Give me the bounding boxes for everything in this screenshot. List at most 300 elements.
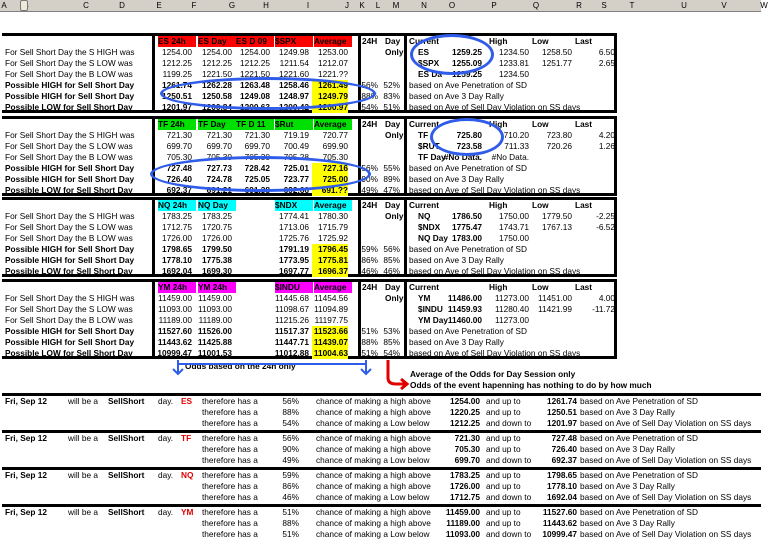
- row-label: For Sell Short Day the S LOW was: [5, 222, 133, 232]
- block-left-border: [152, 197, 155, 277]
- quote-cell: 1255.09: [452, 58, 482, 68]
- header-24h: 24H: [362, 119, 378, 129]
- pct-day: 89%: [383, 174, 400, 184]
- header-day: Day: [385, 119, 401, 129]
- value-cell: 11447.71: [274, 337, 309, 347]
- pct-day: 54%: [383, 348, 400, 358]
- value-cell: 11093.00: [198, 304, 232, 314]
- value-cell: 1201.97: [162, 102, 192, 112]
- row-label: For Sell Short Day the B LOW was: [5, 233, 133, 243]
- value-cell: 1250.58: [202, 91, 232, 101]
- row-label: Possible LOW for Sell Short Day: [5, 185, 133, 195]
- summary-therefore: therefore has a: [202, 455, 258, 465]
- value-cell: 705.30: [166, 152, 192, 162]
- pct-day: 46%: [383, 266, 400, 276]
- value-cell: 11445.68: [275, 293, 309, 303]
- pct-24h: 86%: [361, 255, 378, 265]
- value-cell: 11197.75: [314, 315, 348, 325]
- pct-24h: 88%: [361, 337, 378, 347]
- quote-label: $SPX: [418, 58, 440, 68]
- value-cell: 10999.47: [157, 348, 192, 358]
- quote-cell: 1767.13: [542, 222, 572, 232]
- summary-to: 1261.74: [547, 396, 577, 406]
- column-header-q[interactable]: Q: [532, 1, 540, 10]
- summary-based: based on Ave of Sell Day Violation on SS days: [580, 455, 752, 465]
- quote-cell: 720.26: [546, 141, 572, 151]
- block-right-border: [614, 197, 617, 277]
- value-cell: 11098.67: [275, 304, 309, 314]
- summary-willbe: will be a: [68, 507, 98, 517]
- value-cell: 1780.30: [318, 211, 348, 221]
- value-cell: 699.70: [244, 141, 270, 151]
- value-cell: 728.42: [244, 163, 270, 173]
- based-text: based on Ave 3 Day Rally: [409, 174, 504, 184]
- value-cell: 723.77: [283, 174, 309, 184]
- save-button[interactable]: [20, 0, 28, 11]
- summary-from: 1254.00: [450, 396, 480, 406]
- summary-upto: and down to: [486, 455, 532, 465]
- block-left-border: [152, 116, 155, 196]
- value-cell: 705.30: [322, 152, 348, 162]
- value-cell: 1783.25: [162, 211, 192, 221]
- based-text: based on Ave 3 Day Rally: [409, 337, 504, 347]
- column-header-n[interactable]: N: [421, 1, 427, 10]
- value-cell: 11189.00: [198, 315, 232, 325]
- quote-cell: 1779.50: [542, 211, 572, 221]
- summary-pct: 54%: [282, 418, 299, 428]
- block-header-1: YM 24h: [198, 282, 236, 293]
- header-day: Day: [385, 200, 401, 210]
- quote-cell: 1251.77: [542, 58, 572, 68]
- row-label: Possible HIGH for Sell Short Day: [5, 80, 135, 90]
- value-cell: 1200.63: [240, 102, 270, 112]
- summary-based: based on Ave 3 Day Rally: [580, 518, 675, 528]
- summary-pct: 46%: [282, 492, 299, 502]
- value-cell: 727.48: [166, 163, 192, 173]
- block-quote-border: [404, 197, 407, 277]
- summary-upto: and down to: [486, 529, 532, 539]
- summary-from: 1212.25: [450, 418, 480, 428]
- quote-header-0: Current: [409, 200, 439, 210]
- summary-therefore: therefore has a: [202, 418, 258, 428]
- summary-upto: and up to: [486, 507, 521, 517]
- pct-day: 85%: [383, 255, 400, 265]
- value-cell: 1258.46: [279, 80, 309, 90]
- value-cell: 1692.04: [162, 266, 192, 276]
- quote-cell: 1.26: [598, 141, 615, 151]
- summary-therefore: therefore has a: [202, 433, 258, 443]
- pct-24h: 56%: [361, 163, 378, 173]
- column-header-i[interactable]: I: [306, 1, 310, 10]
- quote-cell: 1775.47: [452, 222, 482, 232]
- summary-to: 727.48: [551, 433, 577, 443]
- column-header-c[interactable]: C: [83, 1, 89, 10]
- quote-cell: 2.65: [598, 58, 615, 68]
- row-label: For Sell Short Day the S LOW was: [5, 58, 133, 68]
- based-text: based on Ave Penetration of SD: [409, 326, 527, 336]
- quote-header-2: Low: [532, 119, 549, 129]
- value-cell: 11454.56: [314, 293, 348, 303]
- based-text: based on Ave of Sell Day Violation on SS days: [409, 348, 581, 358]
- block-header-3: $INDU: [275, 282, 313, 293]
- pct-day: 83%: [383, 91, 400, 101]
- header-only: Only: [385, 130, 404, 140]
- column-header-k[interactable]: K: [359, 1, 365, 10]
- quote-cell: -2.25: [596, 211, 615, 221]
- block-header-1: NQ Day: [198, 200, 236, 211]
- summary-to: 1798.65: [547, 470, 577, 480]
- summary-upto: and up to: [486, 470, 521, 480]
- column-header-p[interactable]: P: [491, 1, 497, 10]
- quote-header-0: Current: [409, 119, 439, 129]
- pct-24h: 49%: [361, 185, 378, 195]
- summary-based: based on Ave Penetration of SD: [580, 396, 698, 406]
- header-only: Only: [385, 293, 404, 303]
- row-label: Possible HIGH for Sell Short Day: [5, 91, 135, 101]
- value-cell: 725.00: [312, 174, 348, 185]
- value-cell: 1200.42: [279, 102, 309, 112]
- summary-willbe: will be a: [68, 470, 98, 480]
- summary-sellshort: SellShort: [108, 507, 145, 517]
- value-cell: 691.21: [206, 185, 232, 195]
- quote-header-3: Last: [575, 282, 593, 292]
- summary-therefore: therefore has a: [202, 529, 258, 539]
- value-cell: 11523.66: [313, 326, 348, 336]
- column-header-f[interactable]: F: [191, 1, 197, 10]
- event-note: Odds of the event hapenning has nothing to do by how much: [410, 380, 652, 390]
- summary-willbe: will be a: [68, 433, 98, 443]
- annotation-ellipse-0: [160, 77, 376, 110]
- summary-date: Fri, Sep 12: [5, 507, 47, 517]
- quote-cell: 1258.50: [542, 47, 572, 57]
- quote-cell: 723.80: [546, 130, 572, 140]
- pct-day: 51%: [383, 102, 400, 112]
- summary-therefore: therefore has a: [202, 407, 258, 417]
- value-cell: 11527.60: [157, 326, 192, 336]
- summary-upto: and up to: [486, 518, 521, 528]
- value-cell: 1775.81: [312, 255, 348, 266]
- value-cell: 1262.28: [202, 80, 232, 90]
- row-label: For Sell Short Day the B LOW was: [5, 152, 133, 162]
- block-header-4: Average: [314, 200, 352, 211]
- summary-day: day.: [158, 470, 174, 480]
- quote-label: $NDX: [418, 222, 441, 232]
- summary-from: 1712.75: [450, 492, 480, 502]
- summary-upto: and up to: [486, 396, 521, 406]
- red-arrow-icon: [382, 358, 412, 388]
- value-cell: 1200.84: [202, 102, 232, 112]
- summary-date: Fri, Sep 12: [5, 470, 47, 480]
- summary-based: based on Ave of Sell Day Violation on SS days: [580, 492, 752, 502]
- quote-label: YM Day: [418, 315, 448, 325]
- block-quote-border: [404, 116, 407, 196]
- quote-header-3: Last: [575, 36, 593, 46]
- pct-day: 53%: [383, 326, 400, 336]
- value-cell: 1798.65: [162, 244, 192, 254]
- summary-upto: and down to: [486, 418, 532, 428]
- quote-cell: 11273.00: [495, 293, 529, 303]
- avg-note: Average of the Odds for Day Session only: [410, 369, 576, 379]
- summary-therefore: therefore has a: [202, 507, 258, 517]
- quote-cell: 1783.00: [452, 233, 482, 243]
- value-cell: 1796.45: [312, 244, 348, 255]
- annotation-ellipse-3: [430, 118, 504, 156]
- value-cell: 11443.62: [157, 337, 192, 347]
- value-cell: 1699.30: [202, 266, 232, 276]
- value-cell: 1254.00: [162, 47, 192, 57]
- summary-from: 11459.00: [445, 507, 480, 517]
- quote-cell: -6.52: [596, 222, 615, 232]
- quote-cell: 1234.50: [499, 47, 529, 57]
- quote-cell: 1259.25: [452, 47, 482, 57]
- quote-cell: 725.80: [456, 130, 482, 140]
- quote-cell: 11280.40: [495, 304, 529, 314]
- pct-24h: 51%: [361, 326, 378, 336]
- value-cell: 11526.00: [197, 326, 232, 336]
- pct-day: 47%: [383, 185, 400, 195]
- quote-label: $RUT: [418, 141, 440, 151]
- quote-label: YM: [418, 293, 431, 303]
- quote-label: ES: [418, 47, 430, 57]
- summary-based: based on Ave 3 Day Rally: [580, 407, 675, 417]
- value-cell: 1773.95: [279, 255, 309, 265]
- column-header-h[interactable]: H: [263, 1, 269, 10]
- value-cell: 1783.25: [202, 211, 232, 221]
- summary-to: 1201.97: [547, 418, 577, 428]
- value-cell: 1254.00: [240, 47, 270, 57]
- header-24h: 24H: [362, 36, 378, 46]
- annotation-ellipse-1: [150, 156, 371, 192]
- column-header-t[interactable]: T: [629, 1, 635, 10]
- block-left-border: [152, 33, 155, 113]
- quote-header-2: Low: [532, 36, 549, 46]
- pct-24h: 51%: [361, 348, 378, 358]
- header-only: Only: [385, 47, 404, 57]
- value-cell: 1720.75: [202, 222, 232, 232]
- value-cell: 1211.54: [279, 58, 309, 68]
- quote-cell: 6.50: [598, 47, 615, 57]
- header-24h: 24H: [362, 282, 378, 292]
- block-header-3: $SPX: [275, 36, 313, 47]
- value-cell: 721.30: [244, 130, 270, 140]
- column-header-d[interactable]: D: [119, 1, 125, 10]
- value-cell: 1212.25: [162, 58, 192, 68]
- quote-header-0: Current: [409, 282, 439, 292]
- value-cell: 1221.??: [318, 69, 348, 79]
- summary-chance: chance of making a high above: [316, 518, 431, 528]
- value-cell: 11189.00: [158, 315, 192, 325]
- summary-from: 705.30: [454, 444, 480, 454]
- value-cell: 1221.60: [279, 69, 309, 79]
- summary-chance: chance of making a Low below: [316, 418, 430, 428]
- value-cell: 724.78: [206, 174, 232, 184]
- block-header-4: Average: [314, 36, 352, 47]
- summary-pct: 56%: [282, 396, 299, 406]
- quote-cell: 11459.93: [447, 304, 482, 314]
- quote-cell: 11486.00: [447, 293, 482, 303]
- column-header-u[interactable]: U: [681, 1, 687, 10]
- row-label: Possible LOW for Sell Short Day: [5, 102, 133, 112]
- value-cell: 1713.06: [279, 222, 309, 232]
- based-text: based on Ave Penetration of SD: [409, 244, 527, 254]
- summary-based: based on Ave Penetration of SD: [580, 507, 698, 517]
- header-24h: 24H: [362, 200, 378, 210]
- summary-pct: 49%: [282, 455, 299, 465]
- value-cell: 692.37: [166, 185, 192, 195]
- value-cell: 1775.38: [202, 255, 232, 265]
- summary-chance: chance of making a high above: [316, 433, 431, 443]
- column-header-g[interactable]: G: [228, 1, 236, 10]
- value-cell: 11517.37: [274, 326, 309, 336]
- value-cell: 1248.97: [279, 91, 309, 101]
- quote-cell: 11451.00: [538, 293, 572, 303]
- double-arrow-icon: [172, 358, 372, 376]
- value-cell: 705.30: [206, 152, 232, 162]
- pct-day: 85%: [383, 337, 400, 347]
- summary-chance: chance of making a high above: [316, 507, 431, 517]
- summary-based: based on Ave 3 Day Rally: [580, 444, 675, 454]
- value-cell: 1212.25: [202, 58, 232, 68]
- quote-cell: 11421.99: [538, 304, 572, 314]
- summary-pct: 59%: [282, 470, 299, 480]
- block-quote-border: [404, 279, 407, 359]
- column-header-m[interactable]: M: [392, 1, 400, 10]
- value-cell: 691.38: [244, 185, 270, 195]
- row-label: For Sell Short Day the S HIGH was: [5, 211, 135, 221]
- block-header-0: NQ 24h: [158, 200, 196, 211]
- summary-from: 699.70: [454, 455, 480, 465]
- header-day: Day: [385, 282, 401, 292]
- summary-chance: chance of making a Low below: [316, 492, 430, 502]
- value-cell: 1261.49: [312, 80, 348, 91]
- value-cell: 691.??: [312, 185, 348, 196]
- row-label: For Sell Short Day the S HIGH was: [5, 47, 135, 57]
- summary-chance: chance of making a high above: [316, 396, 431, 406]
- summary-symbol: NQ: [181, 470, 194, 480]
- pct-24h: 59%: [361, 244, 378, 254]
- quote-cell: 1234.50: [499, 69, 529, 79]
- quote-cell: 1259.25: [452, 69, 482, 79]
- block-header-2: ES D 09: [236, 36, 274, 47]
- summary-based: based on Ave 3 Day Rally: [580, 481, 675, 491]
- summary-day: day.: [158, 396, 174, 406]
- value-cell: 1212.25: [240, 58, 270, 68]
- column-header-o[interactable]: O: [448, 1, 456, 10]
- summary-sellshort: SellShort: [108, 396, 145, 406]
- block-header-0: ES 24h: [158, 36, 196, 47]
- pct-day: 52%: [383, 80, 400, 90]
- row-label: For Sell Short Day the S HIGH was: [5, 293, 135, 303]
- quote-label: NQ Day: [418, 233, 448, 243]
- value-cell: 11215.26: [275, 315, 309, 325]
- value-cell: 1696.37: [312, 266, 348, 277]
- value-cell: 11094.89: [314, 304, 348, 314]
- value-cell: 699.70: [166, 141, 192, 151]
- value-cell: 721.30: [166, 130, 192, 140]
- column-header-w[interactable]: W: [760, 1, 768, 10]
- block-header-1: TF Day: [198, 119, 236, 130]
- value-cell: 1221.50: [202, 69, 232, 79]
- pct-24h: 88%: [361, 91, 378, 101]
- value-cell: 727.16: [312, 163, 348, 174]
- value-cell: 11425.88: [197, 337, 232, 347]
- based-text: based on Ave 3 Day Rally: [409, 255, 504, 265]
- summary-from: 11189.00: [446, 518, 480, 528]
- summary-date: Fri, Sep 12: [5, 396, 47, 406]
- summary-therefore: therefore has a: [202, 470, 258, 480]
- value-cell: 725.01: [283, 163, 309, 173]
- value-cell: 1725.76: [279, 233, 309, 243]
- summary-chance: chance of making a high above: [316, 481, 431, 491]
- summary-pct: 90%: [282, 444, 299, 454]
- summary-therefore: therefore has a: [202, 492, 258, 502]
- column-header-j[interactable]: J: [345, 1, 349, 10]
- value-cell: 692.66: [283, 185, 309, 195]
- quote-header-1: High: [489, 282, 508, 292]
- summary-willbe: will be a: [68, 396, 98, 406]
- column-header-e[interactable]: E: [156, 1, 162, 10]
- summary-from: 1220.25: [450, 407, 480, 417]
- summary-therefore: therefore has a: [202, 444, 258, 454]
- header-day: Day: [385, 36, 401, 46]
- summary-from: 1783.25: [450, 470, 480, 480]
- row-label: For Sell Short Day the S LOW was: [5, 304, 133, 314]
- pct-24h: 56%: [361, 80, 378, 90]
- value-cell: 1249.79: [312, 91, 348, 102]
- column-header-r[interactable]: R: [576, 1, 582, 10]
- annotation-ellipse-2: [410, 34, 494, 75]
- value-cell: 11004.63: [313, 348, 348, 358]
- based-text: based on Ave 3 Day Rally: [409, 91, 504, 101]
- block-header-3: $Rut: [275, 119, 313, 130]
- column-header-l[interactable]: L: [375, 1, 381, 10]
- summary-upto: and up to: [486, 433, 521, 443]
- value-cell: 1726.00: [202, 233, 232, 243]
- row-label: For Sell Short Day the B LOW was: [5, 69, 133, 79]
- based-text: based on Ave Penetration of SD: [409, 80, 527, 90]
- column-header-s[interactable]: S: [601, 1, 607, 10]
- summary-day: day.: [158, 433, 174, 443]
- summary-to: 10999.47: [542, 529, 577, 539]
- quote-header-2: Low: [532, 282, 549, 292]
- summary-symbol: YM: [181, 507, 194, 517]
- value-cell: 705.30: [244, 152, 270, 162]
- block-header-4: Average: [314, 119, 352, 130]
- row-label: For Sell Short Day the S HIGH was: [5, 130, 135, 140]
- quote-header-3: Last: [575, 119, 593, 129]
- block-quote-border: [404, 33, 407, 113]
- value-cell: 1261.74: [162, 80, 192, 90]
- summary-to: 726.40: [551, 444, 577, 454]
- quote-cell: 1233.81: [499, 58, 529, 68]
- column-header-a[interactable]: A: [1, 1, 7, 10]
- column-header-v[interactable]: V: [721, 1, 727, 10]
- summary-upto: and down to: [486, 492, 532, 502]
- summary-pct: 51%: [282, 529, 299, 539]
- quote-label: TF: [418, 130, 429, 140]
- pct-day: 56%: [383, 244, 400, 254]
- summary-pct: 51%: [282, 507, 299, 517]
- quote-cell: 4.20: [598, 130, 615, 140]
- summary-sellshort: SellShort: [108, 433, 145, 443]
- quote-label: ES Da: [418, 69, 442, 79]
- summary-chance: chance of making a Low below: [316, 529, 430, 539]
- value-cell: 11001.53: [197, 348, 232, 358]
- based-text: based on Ave of Sell Day Violation on SS days: [409, 102, 581, 112]
- row-label: Possible HIGH for Sell Short Day: [5, 255, 135, 265]
- row-label: For Sell Short Day the B LOW was: [5, 315, 133, 325]
- quote-header-3: Last: [575, 200, 593, 210]
